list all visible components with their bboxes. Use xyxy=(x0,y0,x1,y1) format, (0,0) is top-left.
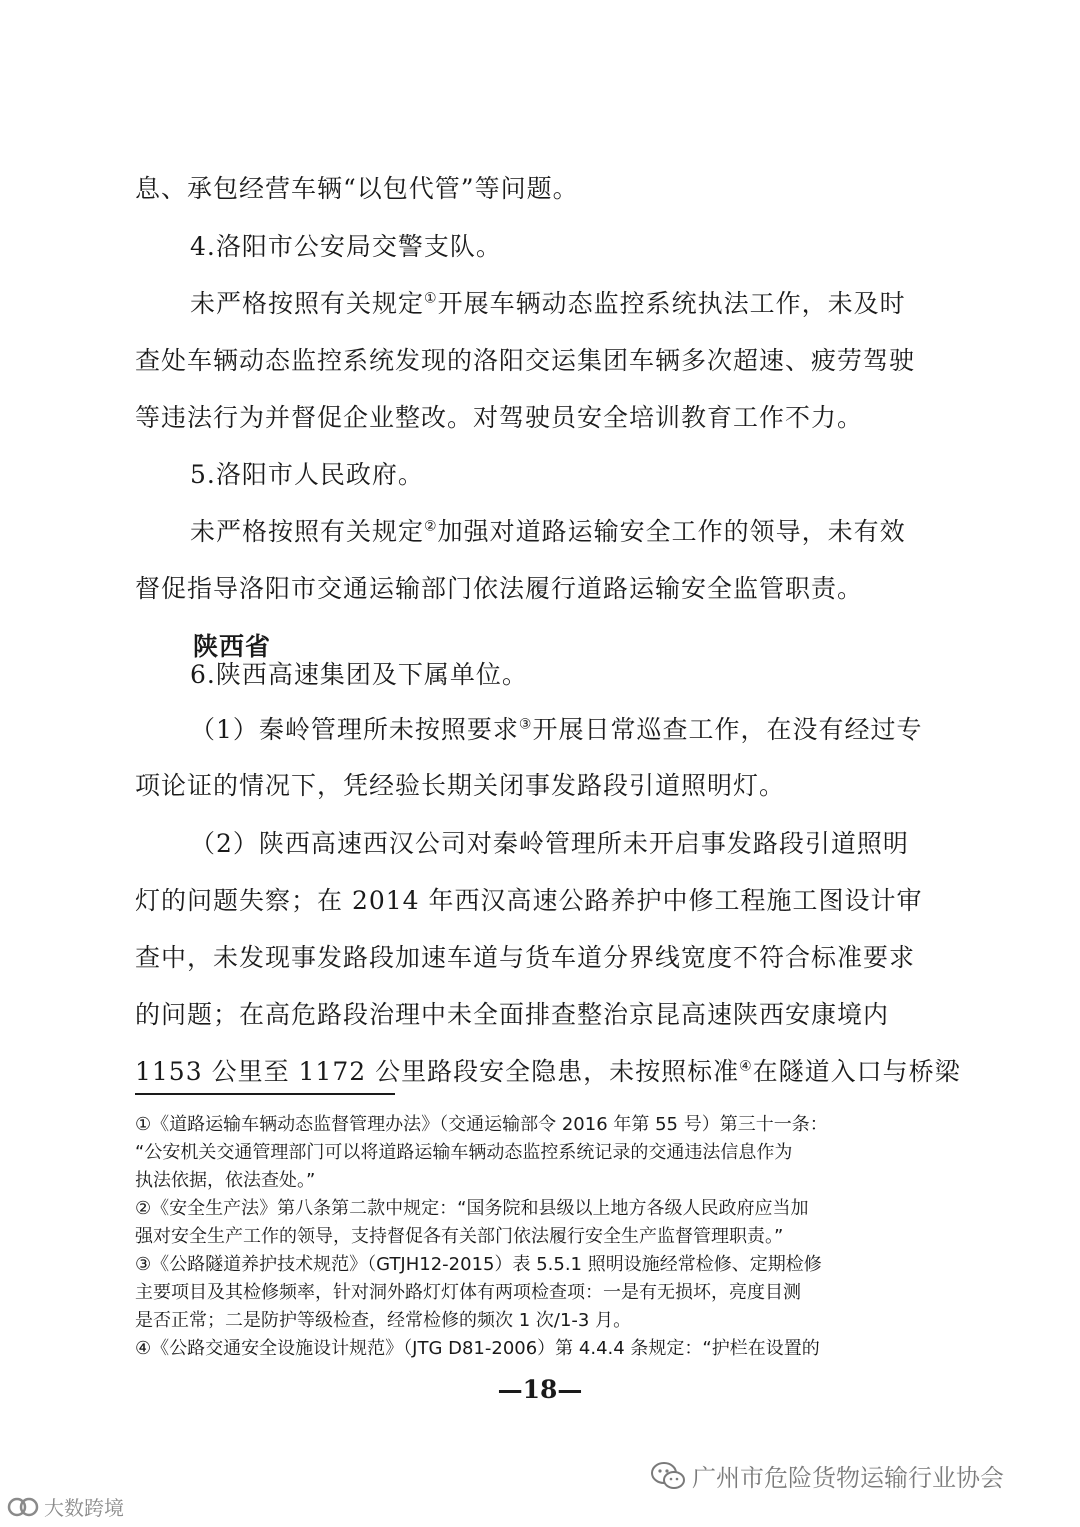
footnote-ref-3[interactable]: ③ xyxy=(518,716,533,733)
body-line xyxy=(190,289,906,319)
text-segment: 加强对道路运输安全工作的领导，未有效 xyxy=(437,517,906,546)
body-line: 等违法行为并督促企业整改。对驾驶员安全培训教育工作不力。 xyxy=(135,403,864,432)
wechat-icon xyxy=(650,1461,686,1491)
footnote-1-line: ①《道路运输车辆动态监督管理办法》（交通运输部令 2016 年第 55 号）第三十一条： xyxy=(135,1114,828,1135)
item-6-title: 6.陕西高速集团及下属单位。 xyxy=(190,660,528,689)
watermark-right xyxy=(650,1458,1004,1493)
footnote-ref-1[interactable]: ① xyxy=(424,290,438,307)
body-line xyxy=(190,517,906,547)
text-segment: 未严格按照有关规定 xyxy=(190,517,425,546)
text-segment: 1153 公里至 1172 公里路段安全隐患，未按照标准 xyxy=(135,1057,740,1086)
watermark-left-text: 大数跨境 xyxy=(44,1496,124,1520)
text-segment: 在隧道入口与桥梁 xyxy=(752,1057,961,1086)
footnote-2-line: 强对安全生产工作的领导，支持督促各有关部门依法履行安全生产监督管理职责。” xyxy=(135,1226,784,1247)
body-line: 的问题；在高危路段治理中未全面排查整治京昆高速陕西安康境内 xyxy=(135,1000,890,1029)
footnote-3-line: ③《公路隧道养护技术规范》（GTJH12-2015）表 5.5.1 照明设施经常检修、定期检修 xyxy=(135,1254,822,1275)
footnote-1-line: “公安机关交通管理部门可以将道路运输车辆动态监控系统记录的交通违法信息作为 xyxy=(135,1142,793,1163)
body-line xyxy=(190,715,923,745)
body-line: （2）陕西高速西汉公司对秦岭管理所未开启事发路段引道照明 xyxy=(190,829,909,858)
footnote-3-line: 主要项目及其检修频率，针对洞外路灯灯体有两项检查项：一是有无损坏，亮度目测 xyxy=(135,1282,801,1303)
footnote-separator xyxy=(135,1093,395,1095)
text-segment: （1）秦岭管理所未按照要求 xyxy=(190,715,519,744)
footnote-ref-4[interactable]: ④ xyxy=(739,1058,753,1075)
item-4-title: 4.洛阳市公安局交警支队。 xyxy=(190,232,502,261)
footnote-1-line: 执法依据，依法查处。” xyxy=(135,1170,316,1191)
chain-logo-icon xyxy=(6,1496,40,1518)
body-line: 查处车辆动态监控系统发现的洛阳交运集团车辆多次超速、疲劳驾驶 xyxy=(135,346,916,375)
text-segment: 未严格按照有关规定 xyxy=(190,289,425,318)
footnote-4-line: ④《公路交通安全设施设计规范》（JTG D81-2006）第 4.4.4 条规定：“护栏在设置的 xyxy=(135,1338,820,1359)
body-line xyxy=(135,1057,961,1087)
watermark-left xyxy=(6,1492,124,1521)
item-5-title: 5.洛阳市人民政府。 xyxy=(190,460,424,489)
footnote-2-line: ②《安全生产法》第八条第二款中规定：“国务院和县级以上地方各级人民政府应当加 xyxy=(135,1198,809,1219)
body-line: 督促指导洛阳市交通运输部门依法履行道路运输安全监管职责。 xyxy=(135,574,864,603)
page-number: —18— xyxy=(497,1375,583,1404)
body-line: 查中，未发现事发路段加速车道与货车道分界线宽度不符合标准要求 xyxy=(135,943,916,972)
section-heading: 陕西省 xyxy=(193,632,272,661)
body-line: 项论证的情况下，凭经验长期关闭事发路段引道照明灯。 xyxy=(135,771,786,800)
watermark-right-text: 广州市危险货物运输行业协会 xyxy=(692,1464,1004,1492)
footnote-3-line: 是否正常；二是防护等级检查，经常检修的频次 1 次/1-3 月。 xyxy=(135,1310,632,1331)
footnote-ref-2[interactable]: ② xyxy=(424,518,438,535)
text-segment: 开展车辆动态监控系统执法工作，未及时 xyxy=(437,289,906,318)
body-line: 灯的问题失察；在 2014 年西汉高速公路养护中修工程施工图设计审 xyxy=(135,886,923,915)
text-segment: 开展日常巡查工作，在没有经过专 xyxy=(532,715,923,744)
body-line: 息、承包经营车辆“以包代管”等问题。 xyxy=(135,174,579,203)
